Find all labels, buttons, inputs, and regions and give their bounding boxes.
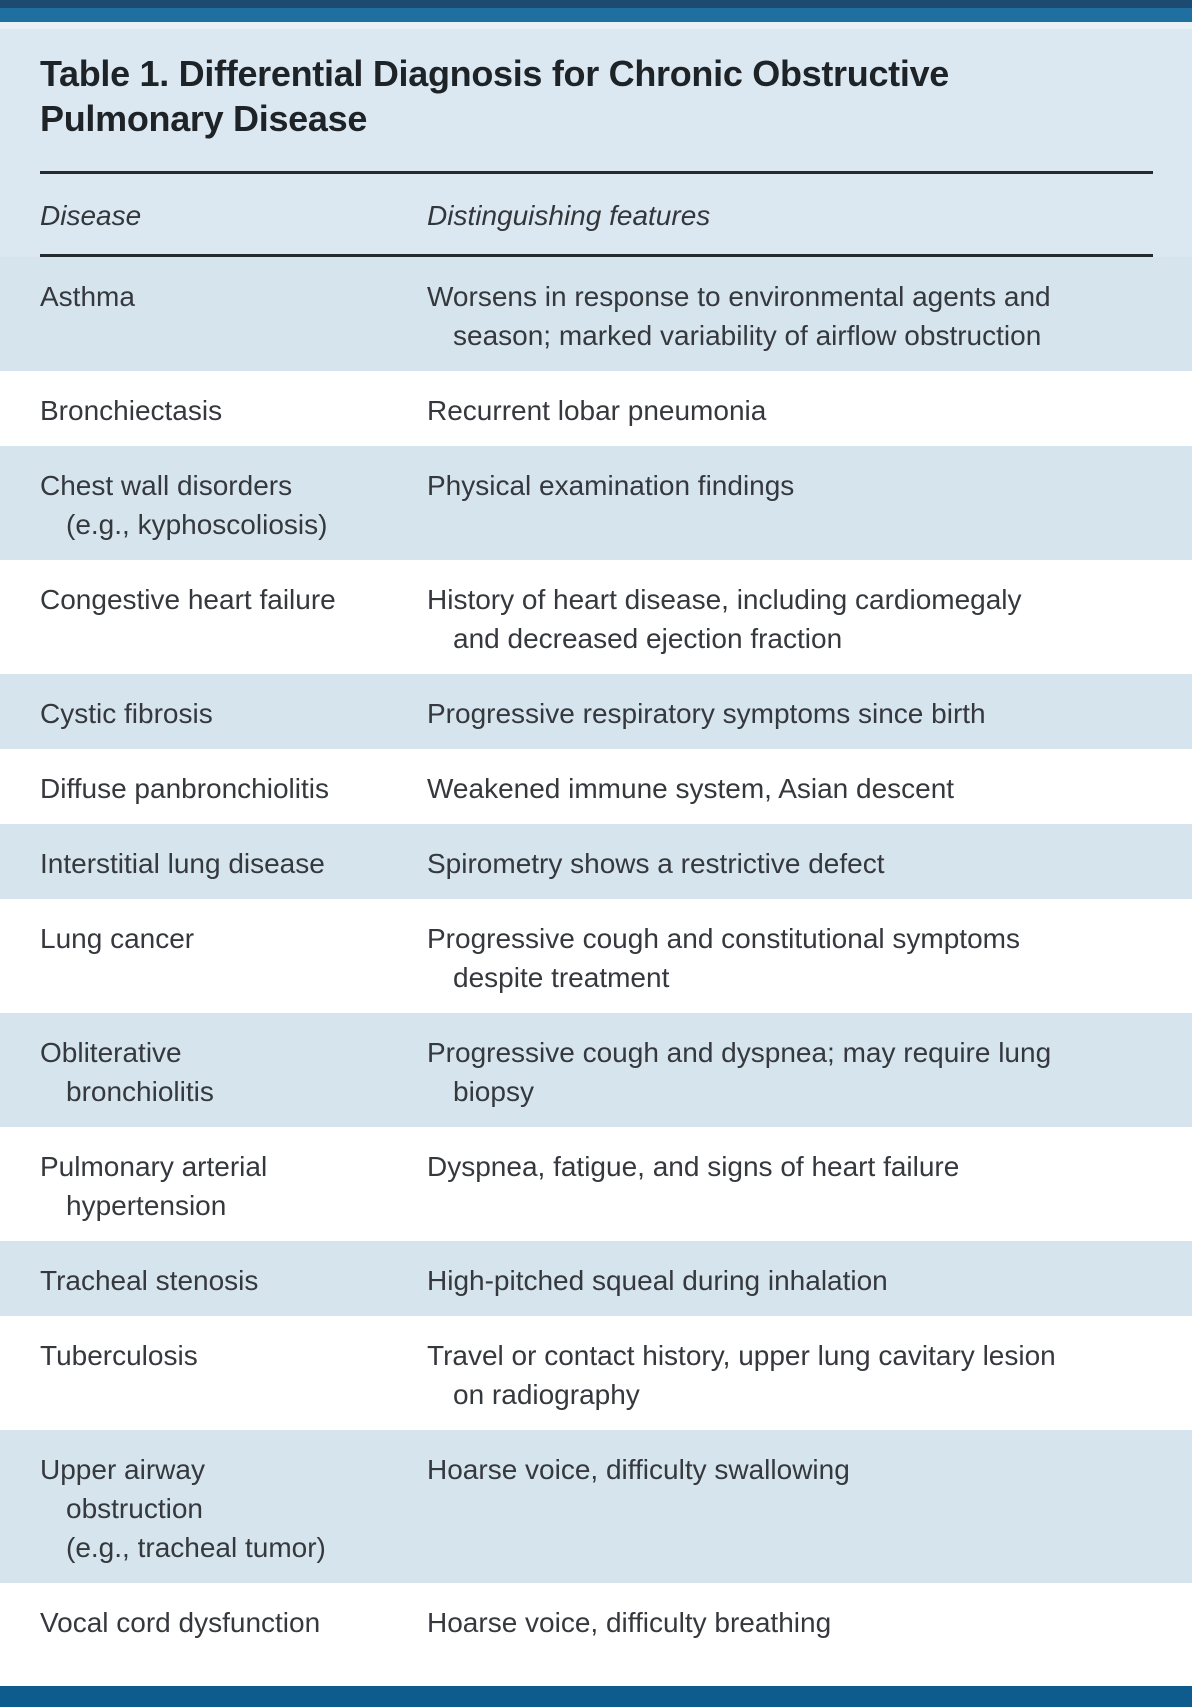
features-cell — [427, 466, 1153, 544]
features-cell-line: Hoarse voice, difficulty swallowing — [427, 1454, 850, 1485]
features-cell-line: Hoarse voice, difficulty breathing — [427, 1607, 832, 1638]
disease-cell — [40, 844, 427, 883]
features-cell-line: Dyspnea, fatigue, and signs of heart failure — [427, 1151, 960, 1182]
features-cell-line: season; marked variability of airflow obstruction — [453, 320, 1042, 351]
features-cell-line: biopsy — [453, 1076, 534, 1107]
disease-cell — [40, 769, 427, 808]
features-cell-line: on radiography — [453, 1379, 640, 1410]
table-row — [0, 257, 1192, 371]
table-row — [0, 1013, 1192, 1127]
top-accent-bar-dark — [0, 0, 1192, 8]
disease-cell-line: Upper airway — [40, 1454, 205, 1485]
disease-cell-line: bronchiolitis — [66, 1076, 214, 1107]
table-row — [0, 1241, 1192, 1316]
features-cell-line: despite treatment — [453, 962, 670, 993]
bottom-accent-bar — [0, 1686, 1192, 1707]
features-cell-line: High-pitched squeal during inhalation — [427, 1265, 888, 1296]
features-cell — [427, 391, 1153, 430]
features-cell — [427, 1147, 1153, 1225]
features-cell — [427, 919, 1153, 997]
top-accent-bar — [0, 8, 1192, 22]
disease-cell — [40, 277, 427, 355]
column-header-disease: Disease — [40, 200, 142, 231]
disease-cell-line: Interstitial lung disease — [40, 848, 325, 879]
table-row — [0, 824, 1192, 899]
features-cell-line: Worsens in response to environmental agents and — [427, 281, 1051, 312]
disease-cell — [40, 694, 427, 733]
disease-cell-line: Obliterative — [40, 1037, 182, 1068]
disease-cell — [40, 466, 427, 544]
disease-cell-line: hypertension — [66, 1190, 227, 1221]
features-cell-line: Progressive respiratory symptoms since birth — [427, 698, 986, 729]
features-cell — [427, 1261, 1153, 1300]
features-cell-line: Progressive cough and dyspnea; may require lung — [427, 1037, 1052, 1068]
table-row — [0, 1316, 1192, 1430]
table-row — [0, 1430, 1192, 1583]
disease-cell-line: Asthma — [40, 281, 135, 312]
table-row — [0, 446, 1192, 560]
features-cell-line: Recurrent lobar pneumonia — [427, 395, 767, 426]
table-row — [0, 560, 1192, 674]
features-cell — [427, 769, 1153, 808]
disease-cell — [40, 1033, 427, 1111]
table-row — [0, 1127, 1192, 1241]
table-row — [0, 674, 1192, 749]
disease-cell — [40, 580, 427, 658]
features-cell — [427, 694, 1153, 733]
features-cell — [427, 844, 1153, 883]
table-row — [0, 899, 1192, 1013]
disease-cell — [40, 919, 427, 997]
disease-cell-line: Cystic fibrosis — [40, 698, 213, 729]
features-cell — [427, 1336, 1153, 1414]
table-row — [0, 1583, 1192, 1692]
disease-cell — [40, 1147, 427, 1225]
features-cell-line: Travel or contact history, upper lung cavitary lesion — [427, 1340, 1056, 1371]
features-cell — [427, 1450, 1153, 1567]
features-cell-line: Progressive cough and constitutional symptoms — [427, 923, 1020, 954]
title-line-1: Table 1. Differential Diagnosis for Chronic Obstructive — [40, 53, 950, 94]
title-line-2: Pulmonary Disease — [40, 98, 368, 139]
top-divider-strip — [0, 22, 1192, 29]
features-cell — [427, 277, 1153, 355]
disease-cell — [40, 1261, 427, 1300]
features-cell — [427, 580, 1153, 658]
features-cell-line: and decreased ejection fraction — [453, 623, 843, 654]
disease-cell — [40, 1336, 427, 1414]
column-header-features: Distinguishing features — [427, 200, 711, 231]
disease-cell-line: Vocal cord dysfunction — [40, 1607, 321, 1638]
table-row — [0, 371, 1192, 446]
disease-cell-line: Lung cancer — [40, 923, 195, 954]
disease-cell-line: (e.g., kyphoscoliosis) — [66, 509, 328, 540]
features-cell — [427, 1603, 1153, 1676]
disease-cell-line: Bronchiectasis — [40, 395, 223, 426]
disease-cell-line: (e.g., tracheal tumor) — [66, 1532, 326, 1563]
features-cell-line: History of heart disease, including cardiomegaly — [427, 584, 1022, 615]
disease-cell — [40, 391, 427, 430]
column-header-row — [0, 174, 1192, 254]
disease-cell-line: Tuberculosis — [40, 1340, 198, 1371]
table-rows — [0, 257, 1192, 1692]
features-cell — [427, 1033, 1153, 1111]
table-row — [0, 749, 1192, 824]
disease-cell-line: Diffuse panbronchiolitis — [40, 773, 329, 804]
page-title — [40, 51, 1153, 141]
disease-cell — [40, 1450, 427, 1567]
features-cell-line: Spirometry shows a restrictive defect — [427, 848, 885, 879]
disease-cell-line: Tracheal stenosis — [40, 1265, 259, 1296]
disease-cell-line: Congestive heart failure — [40, 584, 336, 615]
disease-cell-line: Chest wall disorders — [40, 470, 293, 501]
disease-cell-line: Pulmonary arterial — [40, 1151, 268, 1182]
features-cell-line: Physical examination findings — [427, 470, 795, 501]
disease-cell-line: obstruction — [66, 1493, 203, 1524]
disease-cell — [40, 1603, 427, 1676]
features-cell-line: Weakened immune system, Asian descent — [427, 773, 955, 804]
